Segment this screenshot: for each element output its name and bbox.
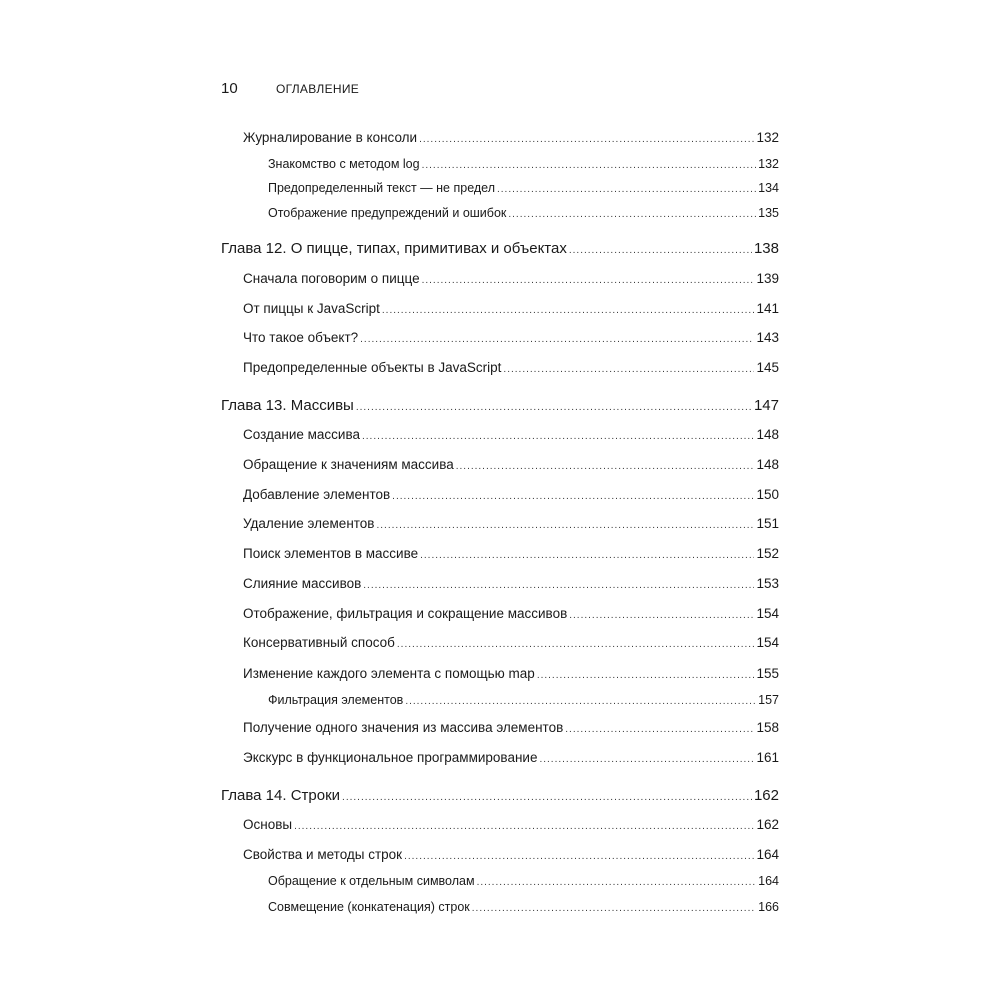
dot-leader [420,550,754,561]
dot-leader [565,724,754,735]
toc-chapter-entry[interactable] [221,787,779,804]
toc-entry-title: Экскурс в функциональное программирование [243,750,538,765]
toc-entry-page-number: 164 [758,874,779,888]
toc-entry-title: Отображение, фильтрация и сокращение массивов [243,606,568,621]
toc-entry-page-number: 162 [753,787,779,804]
toc-entry-page-number: 154 [756,635,779,650]
toc-entry-page-number: 162 [756,817,779,832]
toc-section-entry[interactable] [268,693,779,707]
toc-section-entry[interactable] [243,360,779,375]
toc-entry-title: Глава 12. О пицце, типах, примитивах и объектах [221,240,567,257]
toc-entry-page-number: 161 [756,750,779,765]
dot-leader [422,275,755,286]
toc-entry-page-number: 139 [756,271,779,286]
toc-entry-page-number: 143 [756,330,779,345]
dot-leader [360,334,754,345]
toc-section-entry[interactable] [268,157,779,171]
dot-leader [539,754,754,765]
toc-entry-title: Фильтрация элементов [268,693,404,707]
toc-entry-title: Предопределенный текст — не предел [268,181,495,195]
dot-leader [508,209,756,220]
toc-entry-title: Глава 13. Массивы [221,397,354,414]
toc-entry-page-number: 152 [756,546,779,561]
toc-section-entry[interactable] [243,606,779,621]
toc-entry-title: Обращение к значениям массива [243,457,454,472]
toc-entry-page-number: 145 [756,360,779,375]
toc-entry-title: Свойства и методы строк [243,847,403,862]
dot-leader [537,670,755,681]
toc-entry-page-number: 151 [756,516,779,531]
toc-entry-title: Получение одного значения из массива элементов [243,720,564,735]
toc-entry-page-number: 132 [758,157,779,171]
dot-leader [342,792,752,803]
toc-entry-title: От пиццы к JavaScript [243,301,380,316]
toc-section-entry[interactable] [243,666,779,681]
running-head: ОГЛАВЛЕНИЕ [276,82,360,96]
toc-entry-page-number: 135 [758,206,779,220]
toc-entry-page-number: 148 [756,427,779,442]
toc-entry-title: Отображение предупреждений и ошибок [268,206,507,220]
toc-section-entry[interactable] [243,720,779,735]
toc-entry-title: Знакомство с методом log [268,157,420,171]
dot-leader [456,461,755,472]
dot-leader [363,580,754,591]
toc-section-entry[interactable] [243,817,779,832]
dot-leader [569,610,754,621]
toc-entry-page-number: 141 [756,301,779,316]
toc-section-entry[interactable] [243,576,779,591]
toc-section-entry[interactable] [243,130,779,145]
dot-leader [472,903,756,914]
toc-entry-page-number: 153 [756,576,779,591]
toc-entry-page-number: 150 [756,487,779,502]
toc-section-entry[interactable] [243,457,779,472]
toc-entry-title: Удаление элементов [243,516,375,531]
toc-entry-page-number: 138 [753,240,779,257]
toc-section-entry[interactable] [243,301,779,316]
toc-section-entry[interactable] [243,635,779,650]
toc-entry-title: Журналирование в консоли [243,130,418,145]
dot-leader [422,160,757,171]
toc-entry-title: Предопределенные объекты в JavaScript [243,360,502,375]
toc-entry-page-number: 132 [756,130,779,145]
toc-entry-page-number: 147 [753,397,779,414]
toc-section-entry[interactable] [268,206,779,220]
dot-leader [419,134,754,145]
toc-section-entry[interactable] [243,427,779,442]
toc-entry-title: Совмещение (конкатенация) строк [268,900,470,914]
dot-leader [356,402,752,413]
dot-leader [503,364,754,375]
dot-leader [497,184,756,195]
toc-section-entry[interactable] [268,181,779,195]
toc-entry-title: Основы [243,817,293,832]
dot-leader [477,877,757,888]
toc-section-entry[interactable] [243,750,779,765]
toc-entry-page-number: 155 [756,666,779,681]
toc-chapter-entry[interactable] [221,240,779,257]
toc-entry-title: Создание массива [243,427,360,442]
page-number: 10 [221,80,238,97]
toc-entry-title: Добавление элементов [243,487,391,502]
toc-section-entry[interactable] [243,847,779,862]
toc-section-entry[interactable] [268,874,779,888]
toc-entry-title: Что такое объект? [243,330,359,345]
dot-leader [405,696,756,707]
dot-leader [397,639,755,650]
toc-entry-page-number: 154 [756,606,779,621]
dot-leader [392,491,754,502]
dot-leader [404,851,754,862]
toc-entry-title: Слияние массивов [243,576,362,591]
dot-leader [294,821,754,832]
toc-entry-title: Обращение к отдельным символам [268,874,475,888]
toc-section-entry[interactable] [243,271,779,286]
toc-entry-page-number: 134 [758,181,779,195]
toc-section-entry[interactable] [243,330,779,345]
dot-leader [362,431,754,442]
toc-section-entry[interactable] [243,516,779,531]
toc-section-entry[interactable] [243,487,779,502]
toc-entry-page-number: 164 [756,847,779,862]
dot-leader [569,245,752,256]
toc-entry-title: Поиск элементов в массиве [243,546,419,561]
toc-entry-title: Консервативный способ [243,635,395,650]
toc-entry-page-number: 148 [756,457,779,472]
toc-entry-title: Сначала поговорим о пицце [243,271,420,286]
toc-section-entry[interactable] [268,900,779,914]
toc-entry-page-number: 166 [758,900,779,914]
toc-chapter-entry[interactable] [221,397,779,414]
toc-entry-page-number: 157 [758,693,779,707]
toc-entry-title: Изменение каждого элемента с помощью map [243,666,535,681]
toc-entry-title: Глава 14. Строки [221,787,341,804]
toc-section-entry[interactable] [243,546,779,561]
dot-leader [382,305,755,316]
toc-entry-page-number: 158 [756,720,779,735]
dot-leader [376,520,754,531]
